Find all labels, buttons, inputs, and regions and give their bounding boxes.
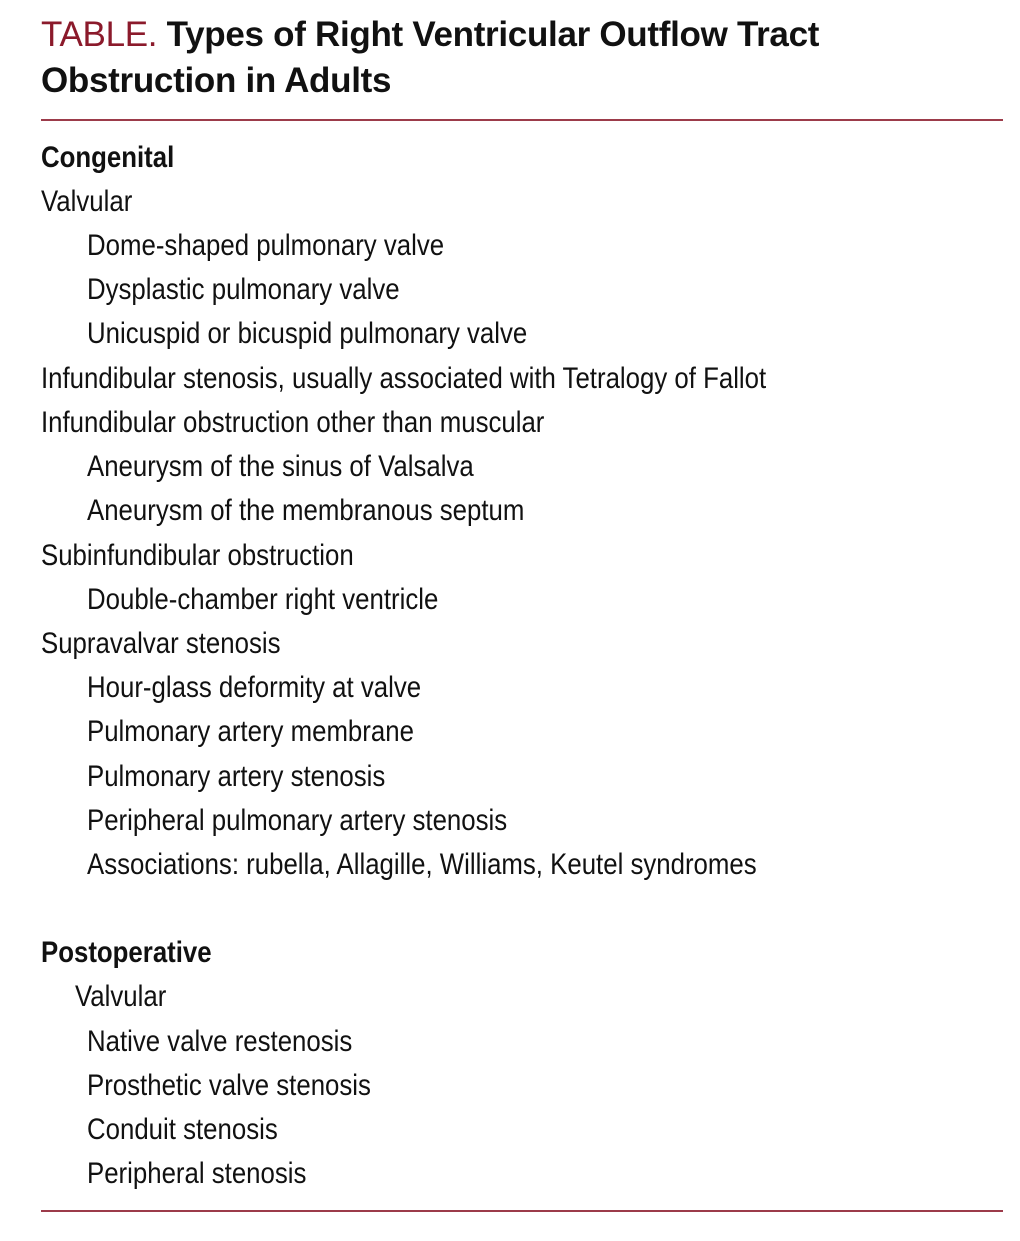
list-item: Double-chamber right ventricle bbox=[87, 583, 439, 616]
list-item: Dome-shaped pulmonary valve bbox=[87, 229, 445, 262]
list-item: Peripheral stenosis bbox=[87, 1157, 307, 1190]
category-infundibular-stenosis: Infundibular stenosis, usually associated with Tetralogy of Fallot bbox=[41, 362, 767, 395]
list-item: Dysplastic pulmonary valve bbox=[87, 273, 400, 306]
category-infundibular-obstruction: Infundibular obstruction other than muscular bbox=[41, 406, 545, 439]
top-rule bbox=[41, 119, 1003, 121]
bottom-rule bbox=[41, 1210, 1003, 1212]
table-label: TABLE. bbox=[41, 15, 158, 54]
list-item: Peripheral pulmonary artery stenosis bbox=[87, 804, 508, 837]
list-item: Associations: rubella, Allagille, Williams, Keutel syndromes bbox=[87, 848, 757, 881]
list-item: Native valve restenosis bbox=[87, 1025, 353, 1058]
category-postop-valvular: Valvular bbox=[75, 980, 167, 1013]
table-title bbox=[41, 12, 1001, 104]
section-heading-postoperative: Postoperative bbox=[41, 936, 212, 969]
table-title-text: Types of Right Ventricular Outflow Tract Obstruction in Adults bbox=[41, 15, 820, 100]
category-subinfundibular: Subinfundibular obstruction bbox=[41, 539, 354, 572]
list-item: Conduit stenosis bbox=[87, 1113, 278, 1146]
list-item: Unicuspid or bicuspid pulmonary valve bbox=[87, 317, 528, 350]
list-item: Hour-glass deformity at valve bbox=[87, 671, 422, 704]
list-item: Aneurysm of the membranous septum bbox=[87, 494, 525, 527]
category-supravalvar: Supravalvar stenosis bbox=[41, 627, 281, 660]
list-item: Prosthetic valve stenosis bbox=[87, 1069, 371, 1102]
section-heading-congenital: Congenital bbox=[41, 141, 175, 174]
list-item: Pulmonary artery membrane bbox=[87, 715, 414, 748]
list-item: Aneurysm of the sinus of Valsalva bbox=[87, 450, 474, 483]
list-item: Pulmonary artery stenosis bbox=[87, 760, 386, 793]
category-valvular: Valvular bbox=[41, 185, 133, 218]
